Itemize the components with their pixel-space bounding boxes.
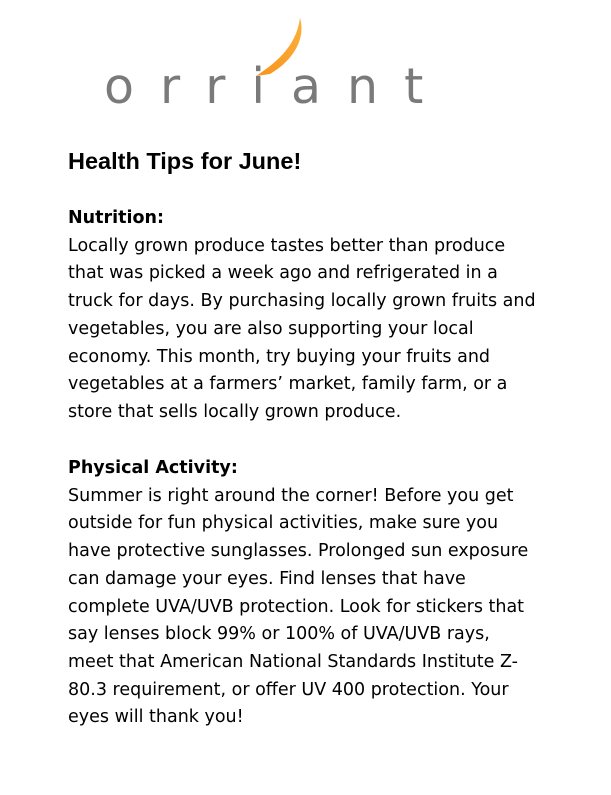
body-line: vegetables at a farmers’ market, family farm, or a [68, 374, 508, 395]
body-line: eyes will thank you! [68, 707, 244, 728]
body-line: complete UVA/UVB protection. Look for stickers that [68, 596, 525, 617]
body-line: vegetables, you are also supporting your local [68, 318, 474, 339]
physical-activity-section [68, 455, 568, 732]
body-line: that was picked a week ago and refrigerated in a [68, 263, 498, 284]
body-line: 80.3 requirement, or offer UV 400 protection. Your [68, 679, 509, 700]
body-line: Summer is right around the corner! Before you get [68, 485, 514, 506]
body-line: Locally grown produce tastes better than produce [68, 235, 506, 256]
body-line: meet that American National Standards Institute Z- [68, 651, 518, 672]
page-title: Health Tips for June! [68, 148, 302, 174]
body-line: economy. This month, try buying your fruits and [68, 346, 491, 367]
section-heading: Physical Activity: [68, 458, 238, 478]
body-line: store that sells locally grown produce. [68, 401, 402, 422]
orriant-logo [104, 16, 496, 115]
body-line: can damage your eyes. Find lenses that have [68, 568, 466, 589]
logo-wordmark: orriant [104, 58, 450, 115]
body-line: say lenses block 99% or 100% of UVA/UVB rays, [68, 624, 490, 645]
body-line: outside for fun physical activities, make sure you [68, 513, 499, 534]
section-body [68, 233, 568, 427]
section-body [68, 483, 568, 732]
body-line: truck for days. By purchasing locally grown fruits and [68, 291, 536, 312]
section-heading: Nutrition: [68, 208, 164, 228]
nutrition-section [68, 205, 568, 427]
body-line: have protective sunglasses. Prolonged sun exposure [68, 541, 529, 562]
